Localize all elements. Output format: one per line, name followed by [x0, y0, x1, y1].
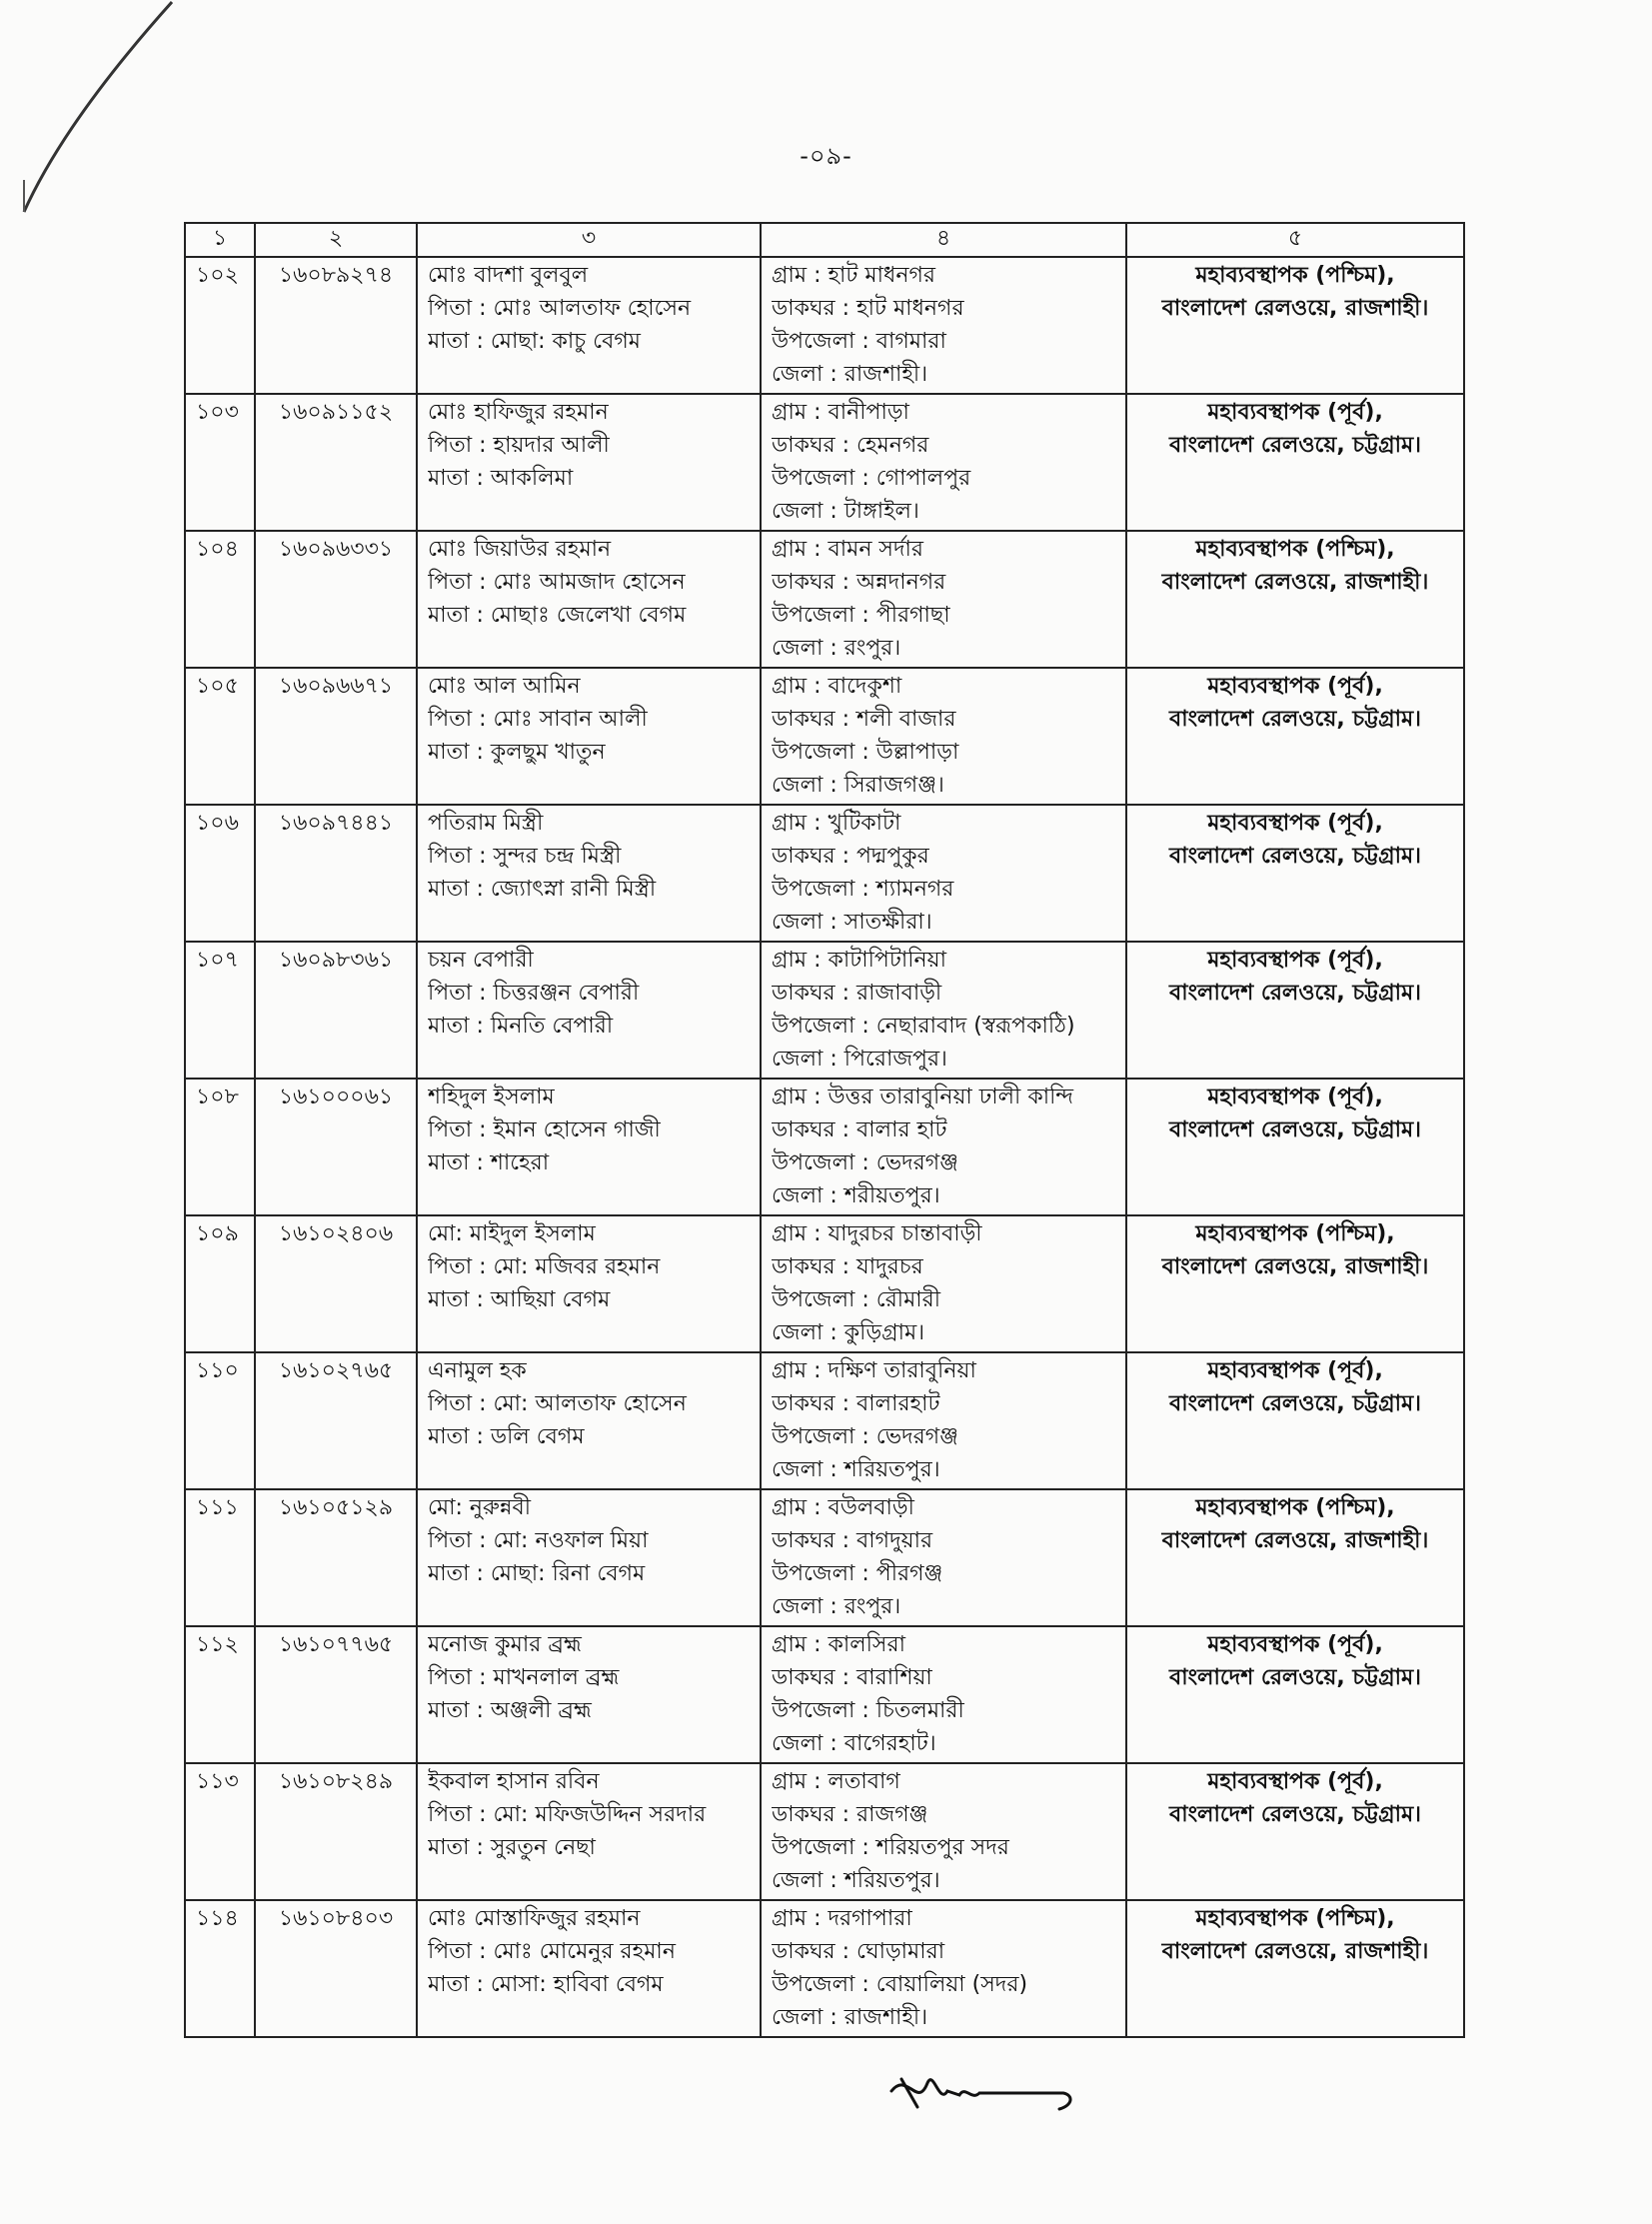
- office-line: মহাব্যবস্থাপক (পূর্ব),: [1207, 1632, 1383, 1657]
- address-line: জেলা : শরীয়তপুর।: [772, 1183, 940, 1208]
- address-line: উপজেলা : নেছারাবাদ (স্বরূপকাঠি): [772, 1014, 1075, 1039]
- name-cell: [417, 531, 761, 668]
- office-cell: [1126, 257, 1464, 394]
- name-cell: [417, 1900, 761, 2037]
- column-header-5: ৫: [1126, 223, 1464, 257]
- roll-cell: ১৬০৯১১৫২: [255, 394, 417, 531]
- serial-cell: ১০২: [185, 257, 255, 394]
- name-line: পতিরাম মিস্ত্রী: [428, 811, 544, 836]
- address-line: উপজেলা : চিতলমারী: [772, 1698, 964, 1723]
- office-line: মহাব্যবস্থাপক (পশ্চিম),: [1195, 1495, 1395, 1520]
- address-line: উপজেলা : পীরগঞ্জ: [772, 1561, 943, 1586]
- office-cell: [1126, 1763, 1464, 1900]
- address-cell: [761, 1626, 1126, 1763]
- address-line: জেলা : রাজশাহী।: [772, 2005, 928, 2030]
- office-cell: [1126, 1352, 1464, 1489]
- table-row: [185, 668, 1464, 805]
- name-line: শহিদুল ইসলাম: [428, 1085, 555, 1110]
- candidate-table: [184, 222, 1465, 2038]
- address-line: উপজেলা : গোপালপুর: [772, 466, 971, 491]
- name-cell: [417, 1352, 761, 1489]
- name-line: মোঃ মোস্তাফিজুর রহমান: [428, 1906, 641, 1931]
- roll-cell: ১৬০৮৯২৭৪: [255, 257, 417, 394]
- address-line: ডাকঘর : হাট মাধনগর: [772, 296, 964, 321]
- name-line: মো: মাইদুল ইসলাম: [428, 1221, 596, 1246]
- address-cell: [761, 1900, 1126, 2037]
- signature: [887, 2061, 1077, 2121]
- office-line: মহাব্যবস্থাপক (পূর্ব),: [1207, 674, 1383, 699]
- office-line: বাংলাদেশ রেলওয়ে, রাজশাহী।: [1161, 1939, 1429, 1964]
- roll-cell: ১৬১০০০৬১: [255, 1079, 417, 1215]
- table-row: [185, 394, 1464, 531]
- address-line: উপজেলা : বাগমারা: [772, 329, 946, 354]
- office-line: মহাব্যবস্থাপক (পূর্ব),: [1207, 1085, 1383, 1110]
- roll-cell: ১৬০৯৬৬৭১: [255, 668, 417, 805]
- address-line: গ্রাম : দরগাপারা: [772, 1906, 912, 1931]
- address-cell: [761, 1352, 1126, 1489]
- name-line: মোঃ বাদশা বুলবুল: [428, 263, 589, 288]
- name-line: পিতা : মো: আলতাফ হোসেন: [428, 1391, 687, 1416]
- name-cell: [417, 805, 761, 942]
- name-line: মাতা : মোছা: রিনা বেগম: [428, 1561, 646, 1586]
- office-line: মহাব্যবস্থাপক (পূর্ব),: [1207, 1358, 1383, 1383]
- name-line: মাতা : মোছা: কাচু বেগম: [428, 329, 641, 354]
- name-line: পিতা : হায়দার আলী: [428, 433, 610, 458]
- office-cell: [1126, 1489, 1464, 1626]
- name-cell: [417, 257, 761, 394]
- serial-cell: ১০৮: [185, 1079, 255, 1215]
- name-cell: [417, 1079, 761, 1215]
- address-cell: [761, 1079, 1126, 1215]
- name-line: মাতা : মিনতি বেপারী: [428, 1014, 614, 1039]
- address-line: উপজেলা : উল্লাপাড়া: [772, 740, 959, 765]
- name-cell: [417, 942, 761, 1079]
- table-row: [185, 1079, 1464, 1215]
- name-line: মাতা : ডলি বেগম: [428, 1424, 585, 1449]
- address-line: জেলা : সাতক্ষীরা।: [772, 910, 932, 935]
- office-line: মহাব্যবস্থাপক (পূর্ব),: [1207, 811, 1383, 836]
- address-line: উপজেলা : বোয়ালিয়া (সদর): [772, 1972, 1028, 1997]
- table-row: [185, 1215, 1464, 1352]
- serial-cell: ১১৪: [185, 1900, 255, 2037]
- office-line: বাংলাদেশ রেলওয়ে, চট্টগ্রাম।: [1168, 1117, 1422, 1142]
- address-cell: [761, 942, 1126, 1079]
- name-line: মাতা : আকলিমা: [428, 466, 574, 491]
- office-line: বাংলাদেশ রেলওয়ে, রাজশাহী।: [1161, 1528, 1429, 1553]
- office-cell: [1126, 394, 1464, 531]
- name-line: মাতা : শাহেরা: [428, 1150, 550, 1175]
- office-line: মহাব্যবস্থাপক (পশ্চিম),: [1195, 1906, 1395, 1931]
- name-line: পিতা : সুন্দর চন্দ্র মিস্ত্রী: [428, 844, 622, 869]
- address-line: জেলা : রাজশাহী।: [772, 362, 928, 387]
- address-line: জেলা : বাগেরহাট।: [772, 1731, 936, 1756]
- name-cell: [417, 1215, 761, 1352]
- name-line: ইকবাল হাসান রবিন: [428, 1769, 600, 1794]
- name-line: পিতা : চিত্তরঞ্জন বেপারী: [428, 981, 640, 1006]
- name-cell: [417, 1626, 761, 1763]
- table-row: [185, 1900, 1464, 2037]
- name-line: মোঃ জিয়াউর রহমান: [428, 537, 612, 562]
- office-line: মহাব্যবস্থাপক (পূর্ব),: [1207, 948, 1383, 973]
- address-cell: [761, 805, 1126, 942]
- address-cell: [761, 1489, 1126, 1626]
- address-line: জেলা : পিরোজপুর।: [772, 1047, 947, 1072]
- address-line: জেলা : সিরাজগঞ্জ।: [772, 773, 944, 798]
- address-line: ডাকঘর : পদ্মপুকুর: [772, 844, 929, 869]
- office-line: বাংলাদেশ রেলওয়ে, চট্টগ্রাম।: [1168, 844, 1422, 869]
- address-line: উপজেলা : শ্যামনগর: [772, 877, 954, 902]
- address-cell: [761, 1763, 1126, 1900]
- name-cell: [417, 394, 761, 531]
- address-line: জেলা : শরিয়তপুর।: [772, 1457, 940, 1482]
- serial-cell: ১১০: [185, 1352, 255, 1489]
- address-line: গ্রাম : বামন সর্দার: [772, 537, 924, 562]
- name-line: পিতা : মোঃ আলতাফ হোসেন: [428, 296, 692, 321]
- office-cell: [1126, 805, 1464, 942]
- address-line: উপজেলা : ভেদরগঞ্জ: [772, 1150, 958, 1175]
- name-line: মাতা : আছিয়া বেগম: [428, 1287, 611, 1312]
- office-line: মহাব্যবস্থাপক (পশ্চিম),: [1195, 537, 1395, 562]
- office-cell: [1126, 942, 1464, 1079]
- office-line: বাংলাদেশ রেলওয়ে, চট্টগ্রাম।: [1168, 1665, 1422, 1690]
- address-line: গ্রাম : উত্তর তারাবুনিয়া ঢালী কান্দি: [772, 1085, 1074, 1110]
- office-line: বাংলাদেশ রেলওয়ে, রাজশাহী।: [1161, 296, 1429, 321]
- serial-cell: ১০৩: [185, 394, 255, 531]
- office-line: মহাব্যবস্থাপক (পূর্ব),: [1207, 400, 1383, 425]
- office-cell: [1126, 668, 1464, 805]
- address-line: গ্রাম : হাট মাধনগর: [772, 263, 935, 288]
- address-line: জেলা : কুড়িগ্রাম।: [772, 1320, 925, 1345]
- table-row: [185, 1489, 1464, 1626]
- address-line: গ্রাম : কাটাপিটানিয়া: [772, 948, 946, 973]
- address-line: ডাকঘর : বারাশিয়া: [772, 1665, 932, 1690]
- serial-cell: ১০৯: [185, 1215, 255, 1352]
- name-cell: [417, 1763, 761, 1900]
- office-line: মহাব্যবস্থাপক (পূর্ব),: [1207, 1769, 1383, 1794]
- serial-cell: ১০৪: [185, 531, 255, 668]
- office-line: বাংলাদেশ রেলওয়ে, চট্টগ্রাম।: [1168, 707, 1422, 732]
- address-line: উপজেলা : ভেদরগঞ্জ: [772, 1424, 958, 1449]
- address-line: গ্রাম : বউলবাড়ী: [772, 1495, 914, 1520]
- roll-cell: ১৬০৯৭৪৪১: [255, 805, 417, 942]
- roll-cell: ১৬১০৭৭৬৫: [255, 1626, 417, 1763]
- address-line: উপজেলা : রৌমারী: [772, 1287, 941, 1312]
- table-row: [185, 1626, 1464, 1763]
- name-line: মোঃ আল আমিন: [428, 674, 581, 699]
- address-line: জেলা : টাঙ্গাইল।: [772, 499, 919, 524]
- address-cell: [761, 668, 1126, 805]
- roll-cell: ১৬১০২৪০৬: [255, 1215, 417, 1352]
- serial-cell: ১১৩: [185, 1763, 255, 1900]
- address-line: গ্রাম : কালসিরা: [772, 1632, 905, 1657]
- name-cell: [417, 1489, 761, 1626]
- name-line: মাতা : মোসা: হাবিবা বেগম: [428, 1972, 664, 1997]
- roll-cell: ১৬০৯৮৩৬১: [255, 942, 417, 1079]
- table-row: [185, 1763, 1464, 1900]
- name-line: পিতা : মাখনলাল ব্রহ্ম: [428, 1665, 620, 1690]
- table-row: [185, 257, 1464, 394]
- address-line: উপজেলা : পীরগাছা: [772, 603, 950, 628]
- serial-cell: ১১১: [185, 1489, 255, 1626]
- address-line: ডাকঘর : রাজাবাড়ী: [772, 981, 942, 1006]
- address-line: ডাকঘর : রাজগঞ্জ: [772, 1802, 928, 1827]
- serial-cell: ১১২: [185, 1626, 255, 1763]
- roll-cell: ১৬১০২৭৬৫: [255, 1352, 417, 1489]
- address-line: জেলা : রংপুর।: [772, 1594, 901, 1619]
- name-line: চয়ন বেপারী: [428, 948, 534, 973]
- name-line: পিতা : মোঃ মোমেনুর রহমান: [428, 1939, 676, 1964]
- address-line: ডাকঘর : ঘোড়ামারা: [772, 1939, 945, 1964]
- name-line: পিতা : মো: মফিজউদ্দিন সরদার: [428, 1802, 707, 1827]
- address-line: ডাকঘর : বালারহাট: [772, 1391, 940, 1416]
- address-line: উপজেলা : শরিয়তপুর সদর: [772, 1835, 1009, 1860]
- address-line: গ্রাম : লতাবাগ: [772, 1769, 900, 1794]
- name-line: মাতা : মোছাঃ জেলেখা বেগম: [428, 603, 687, 628]
- address-line: ডাকঘর : শলী বাজার: [772, 707, 956, 732]
- office-line: বাংলাদেশ রেলওয়ে, চট্টগ্রাম।: [1168, 1802, 1422, 1827]
- serial-cell: ১০৭: [185, 942, 255, 1079]
- name-line: এনামুল হক: [428, 1358, 527, 1383]
- name-line: মো: নুরুন্নবী: [428, 1495, 532, 1520]
- office-line: বাংলাদেশ রেলওয়ে, রাজশাহী।: [1161, 1254, 1429, 1279]
- address-line: ডাকঘর : হেমনগর: [772, 433, 929, 458]
- name-line: পিতা : মোঃ আমজাদ হোসেন: [428, 570, 686, 595]
- address-line: ডাকঘর : বাগদুয়ার: [772, 1528, 933, 1553]
- roll-cell: ১৬০৯৬৩৩১: [255, 531, 417, 668]
- office-cell: [1126, 1079, 1464, 1215]
- table-row: [185, 1352, 1464, 1489]
- name-cell: [417, 668, 761, 805]
- name-line: মোঃ হাফিজুর রহমান: [428, 400, 609, 425]
- address-line: গ্রাম : যাদুরচর চান্তাবাড়ী: [772, 1221, 982, 1246]
- address-line: গ্রাম : দক্ষিণ তারাবুনিয়া: [772, 1358, 976, 1383]
- column-header-1: ১: [185, 223, 255, 257]
- address-cell: [761, 1215, 1126, 1352]
- office-cell: [1126, 1626, 1464, 1763]
- page-number: -০৯-: [800, 142, 852, 170]
- column-header-2: ২: [255, 223, 417, 257]
- name-line: পিতা : ইমান হোসেন গাজী: [428, 1117, 661, 1142]
- office-cell: [1126, 1215, 1464, 1352]
- table-row: [185, 805, 1464, 942]
- column-header-3: ৩: [417, 223, 761, 257]
- office-line: বাংলাদেশ রেলওয়ে, চট্টগ্রাম।: [1168, 433, 1422, 458]
- serial-cell: ১০৬: [185, 805, 255, 942]
- roll-cell: ১৬১০৮৪০৩: [255, 1900, 417, 2037]
- office-line: বাংলাদেশ রেলওয়ে, চট্টগ্রাম।: [1168, 1391, 1422, 1416]
- address-line: গ্রাম : বাদেকুশা: [772, 674, 902, 699]
- office-line: বাংলাদেশ রেলওয়ে, রাজশাহী।: [1161, 570, 1429, 595]
- office-line: মহাব্যবস্থাপক (পশ্চিম),: [1195, 263, 1395, 288]
- name-line: মাতা : কুলছুম খাতুন: [428, 740, 606, 765]
- column-header-4: ৪: [761, 223, 1126, 257]
- address-line: জেলা : রংপুর।: [772, 636, 901, 661]
- roll-cell: ১৬১০৮২৪৯: [255, 1763, 417, 1900]
- address-cell: [761, 394, 1126, 531]
- office-cell: [1126, 531, 1464, 668]
- address-line: জেলা : শরিয়তপুর।: [772, 1868, 940, 1893]
- name-line: মাতা : সুরতুন নেছা: [428, 1835, 596, 1860]
- address-line: ডাকঘর : যাদুরচর: [772, 1254, 923, 1279]
- address-cell: [761, 257, 1126, 394]
- table-row: [185, 531, 1464, 668]
- name-line: পিতা : মো: নওফাল মিয়া: [428, 1528, 649, 1553]
- address-line: ডাকঘর : অন্নদানগর: [772, 570, 946, 595]
- roll-cell: ১৬১০৫১২৯: [255, 1489, 417, 1626]
- serial-cell: ১০৫: [185, 668, 255, 805]
- table-row: [185, 942, 1464, 1079]
- name-line: পিতা : মোঃ সাবান আলী: [428, 707, 648, 732]
- header-row: [185, 223, 1464, 257]
- address-line: গ্রাম : খুটিকাটা: [772, 811, 901, 836]
- office-line: মহাব্যবস্থাপক (পশ্চিম),: [1195, 1221, 1395, 1246]
- address-cell: [761, 531, 1126, 668]
- address-line: গ্রাম : বানীপাড়া: [772, 400, 909, 425]
- name-line: পিতা : মো: মজিবর রহমান: [428, 1254, 661, 1279]
- address-line: ডাকঘর : বালার হাট: [772, 1117, 947, 1142]
- scan-edge-mark: [22, 0, 182, 215]
- office-cell: [1126, 1900, 1464, 2037]
- name-line: মাতা : জ্যোৎস্না রানী মিস্ত্রী: [428, 877, 657, 902]
- name-line: মনোজ কুমার ব্রহ্ম: [428, 1632, 582, 1657]
- name-line: মাতা : অঞ্জলী ব্রহ্ম: [428, 1698, 592, 1723]
- office-line: বাংলাদেশ রেলওয়ে, চট্টগ্রাম।: [1168, 981, 1422, 1006]
